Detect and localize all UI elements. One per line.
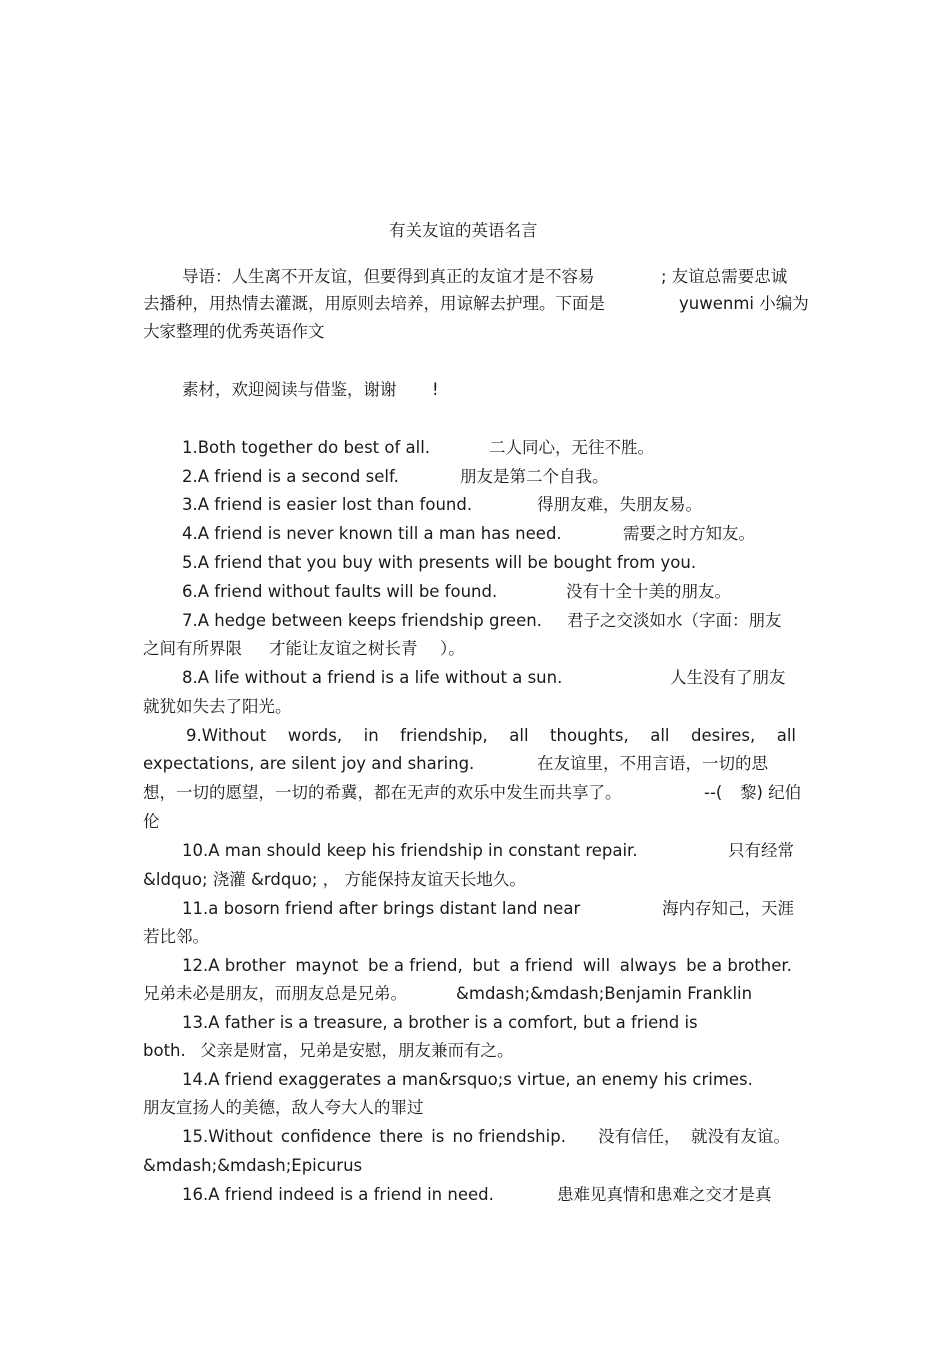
quote-12-author: &mdash;&mdash;Benjamin Franklin	[456, 984, 753, 1003]
quote-8-en: 8.A life without a friend is a life without a sun.	[182, 668, 563, 687]
quote-6-cn: 没有十全十美的朋友。	[566, 582, 731, 601]
quote-1-cn: 二人同心，无往不胜。	[489, 438, 654, 457]
quote-14-cn-line2: 朋友宣扬人的美德，敌人夸大人的罪过	[143, 1098, 424, 1117]
quote-15-word: 15.Without	[182, 1127, 273, 1146]
quote-3-en: 3.A friend is easier lost than found.	[182, 495, 473, 514]
quote-11-cn: 海内存知己，天涯	[662, 899, 794, 918]
quote-8-cn-line2: 就犹如失去了阳光。	[143, 697, 292, 716]
quote-12-word: be a friend,	[367, 956, 463, 975]
quote-10-en: 10.A man should keep his friendship in constant repair.	[182, 841, 638, 860]
intro-line-4: 素材，欢迎阅读与借鉴，谢谢	[182, 380, 397, 399]
intro-line-1-end: ; 友谊总需要忠诚	[661, 267, 788, 286]
quote-13-en-line2: both.	[143, 1041, 186, 1060]
quote-1-en: 1.Both together do best of all.	[182, 438, 431, 457]
quote-9-line3-dash: --(	[704, 783, 723, 802]
quote-12-word: 12.A brother	[182, 956, 286, 975]
quote-15-word: is	[431, 1127, 445, 1146]
intro-line-4-end: !	[432, 380, 439, 399]
quote-9-word: all	[509, 726, 529, 745]
quote-9-word: all	[776, 726, 796, 745]
quote-13-cn-line2: 父亲是财富，兄弟是安慰，朋友兼而有之。	[200, 1041, 514, 1060]
quote-9-word: in	[363, 726, 379, 745]
quote-14-en: 14.A friend exaggerates a man&rsquo;s virtue, an enemy his crimes.	[182, 1070, 753, 1089]
quote-7-cn: 君子之交淡如水（字面：朋友	[567, 611, 782, 630]
quote-11-en: 11.a bosorn friend after brings distant land near	[182, 899, 581, 918]
quote-9-line4: 伦	[143, 812, 160, 831]
quote-9-word: thoughts,	[550, 726, 629, 745]
quote-7-cn-line2b: 才能让友谊之树长青	[269, 639, 418, 658]
quote-12-word: will	[582, 956, 611, 975]
quote-12-word: but	[472, 956, 500, 975]
quote-15-word: confidence	[280, 1127, 372, 1146]
quote-9-word: all	[650, 726, 670, 745]
quote-6-en: 6.A friend without faults will be found.	[182, 582, 498, 601]
quote-8-cn: 人生没有了朋友	[670, 668, 786, 687]
quote-2-cn: 朋友是第二个自我。	[460, 467, 609, 486]
quote-9-line1	[186, 725, 796, 747]
quote-12-word: always	[619, 956, 677, 975]
quote-12-cn-line2: 兄弟未必是朋友，而朋友总是兄弟。	[143, 984, 407, 1003]
quote-9-word: words,	[287, 726, 343, 745]
quote-5-en: 5.A friend that you buy with presents will be bought from you.	[182, 553, 697, 572]
quote-9-word: desires,	[691, 726, 756, 745]
intro-line-1: 导语：人生离不开友谊，但要得到真正的友谊才是不容易	[182, 267, 595, 286]
quote-9-cn-line2: 在友谊里，不用言语，一切的思	[537, 754, 768, 773]
quote-9-word: friendship,	[400, 726, 488, 745]
intro-line-2-end: yuwenmi 小编为	[679, 294, 809, 313]
quote-16-cn: 患难见真情和患难之交才是真	[557, 1185, 772, 1204]
quote-9-cn-line3: 想，一切的愿望，一切的希冀，都在无声的欢乐中发生而共享了。	[143, 783, 622, 802]
quote-9-en-line2: expectations, are silent joy and sharing.	[143, 754, 475, 773]
quote-10-line2: &ldquo; 浇灌 &rdquo; ， 方能保持友谊天长地久。	[143, 870, 526, 889]
quote-16-en: 16.A friend indeed is a friend in need.	[182, 1185, 494, 1204]
quote-7-cn-line2c: ）。	[440, 639, 465, 658]
quote-2-en: 2.A friend is a second self.	[182, 467, 399, 486]
quote-12-word: maynot	[295, 956, 359, 975]
quote-11-line2: 若比邻。	[143, 927, 209, 946]
quote-7-cn-line2a: 之间有所界限	[143, 639, 242, 658]
quote-12-word: a friend	[509, 956, 574, 975]
quote-12-word: be a brother.	[686, 956, 792, 975]
quote-7-en: 7.A hedge between keeps friendship green.	[182, 611, 542, 630]
quote-3-cn: 得朋友难，失朋友易。	[537, 495, 702, 514]
quote-13-en: 13.A father is a treasure, a brother is a comfort, but a friend is	[182, 1013, 698, 1032]
quote-15-author: &mdash;&mdash;Epicurus	[143, 1156, 363, 1175]
quote-4-en: 4.A friend is never known till a man has need.	[182, 524, 562, 543]
quote-10-cn: 只有经常	[728, 841, 794, 860]
quote-9-word: 9.Without	[186, 726, 267, 745]
intro-line-3: 大家整理的优秀英语作文	[143, 322, 325, 341]
page-title: 有关友谊的英语名言	[389, 221, 538, 240]
quote-4-cn: 需要之时方知友。	[623, 524, 755, 543]
quote-12-line1	[182, 955, 792, 977]
quote-15-word: no friendship.	[452, 1127, 566, 1146]
quote-15-line1	[182, 1126, 566, 1148]
intro-line-2: 去播种，用热情去灌溉，用原则去培养，用谅解去护理。下面是	[143, 294, 605, 313]
quote-9-line3-author: 黎) 纪伯	[740, 783, 802, 802]
quote-15-word: there	[379, 1127, 424, 1146]
quote-15-cn: 没有信任， 就没有友谊。	[598, 1127, 790, 1146]
